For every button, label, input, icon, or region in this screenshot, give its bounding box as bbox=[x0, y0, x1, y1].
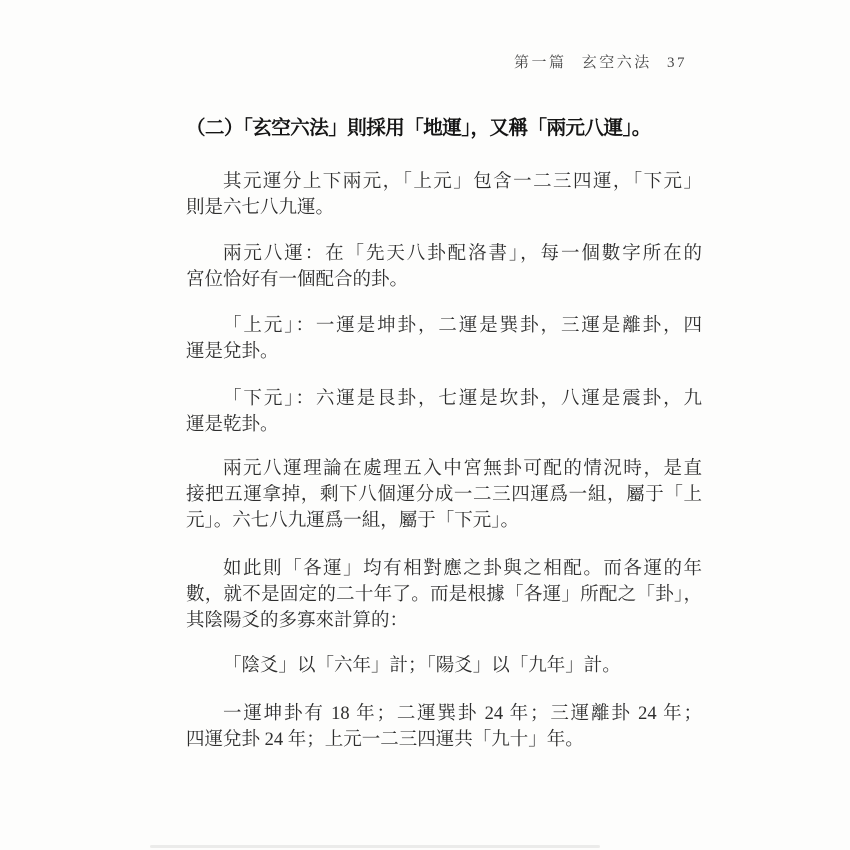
text-line: 「陰爻」以「六年」計；「陽爻」以「九年」計。 bbox=[223, 656, 621, 676]
scan-artifact bbox=[150, 845, 600, 848]
paragraph bbox=[186, 701, 702, 753]
paragraph bbox=[186, 313, 702, 365]
text-line: 「下元」：六運是艮卦，七運是坎卦，八運是震卦，九 bbox=[223, 389, 702, 409]
text-line: 元」。六七八九運爲一組，屬于「下元」。 bbox=[186, 511, 520, 531]
running-header bbox=[514, 52, 687, 74]
text-line: 數，就不是固定的二十年了。而是根據「各運」所配之「卦」， bbox=[186, 585, 702, 605]
text-line: 運是乾卦。 bbox=[186, 415, 279, 435]
text-line: 其元運分上下兩元，「上元」包含一二三四運，「下元」 bbox=[223, 172, 702, 192]
text-line: 兩元八運：在「先天八卦配洛書」，每一個數字所在的 bbox=[223, 244, 702, 264]
paragraph bbox=[186, 456, 702, 534]
text-line: 兩元八運理論在處理五入中宮無卦可配的情況時，是直 bbox=[223, 459, 702, 479]
page-content bbox=[186, 112, 702, 753]
text-line: 一運坤卦有 18 年；二運巽卦 24 年；三運離卦 24 年； bbox=[223, 704, 702, 724]
paragraph bbox=[186, 556, 702, 634]
text-line: 如此則「各運」均有相對應之卦與之相配。而各運的年 bbox=[223, 559, 702, 579]
header-section: 第一篇 bbox=[513, 55, 567, 71]
text-line: 運是兌卦。 bbox=[186, 342, 279, 362]
header-page-number: 37 bbox=[667, 55, 687, 71]
text-line: 接把五運拿掉，剩下八個運分成一二三四運爲一組，屬于「上 bbox=[186, 485, 702, 505]
paragraph bbox=[186, 241, 702, 293]
text-line: 「上元」：一運是坤卦，二運是巽卦，三運是離卦，四 bbox=[223, 316, 702, 336]
section-heading: （二）「玄空六法」則採用「地運」，又稱「兩元八運」。 bbox=[186, 117, 651, 139]
text-line: 宮位恰好有一個配合的卦。 bbox=[186, 270, 409, 290]
paragraph bbox=[186, 653, 702, 679]
text-line: 則是六七八九運。 bbox=[186, 198, 335, 218]
text-line: 四運兌卦 24 年；上元一二三四運共「九十」年。 bbox=[186, 730, 584, 750]
paragraph bbox=[186, 386, 702, 438]
header-book-title: 玄空六法 bbox=[581, 55, 652, 71]
paragraph bbox=[186, 169, 702, 221]
text-line: 其陰陽爻的多寡來計算的： bbox=[186, 611, 409, 631]
